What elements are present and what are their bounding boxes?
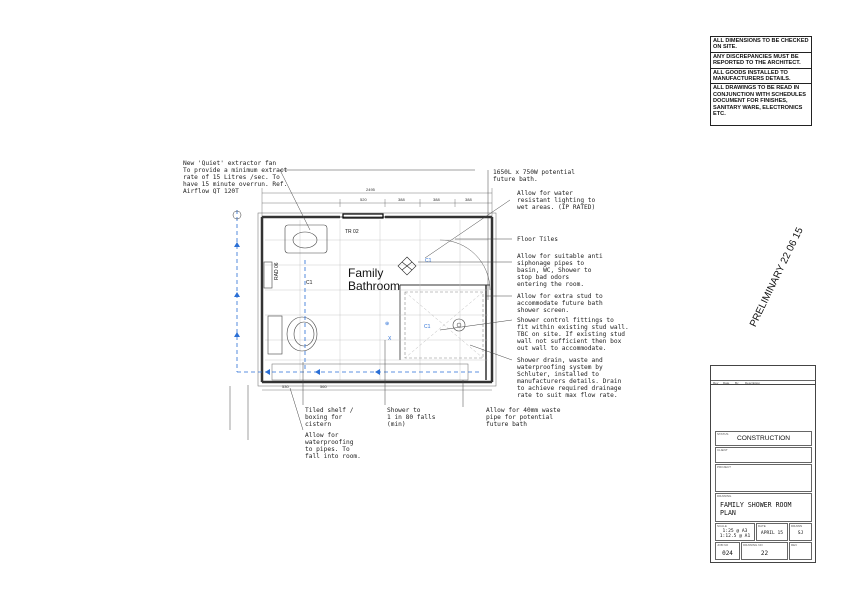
- svg-text:cistern: cistern: [305, 421, 332, 428]
- annotation-extra-stud: [517, 293, 603, 314]
- dimension-label: 388: [398, 197, 405, 202]
- svg-text:shower screen.: shower screen.: [517, 307, 570, 314]
- dimension-label: 388: [465, 197, 472, 202]
- svg-text:Airflow QT 120T: Airflow QT 120T: [183, 188, 239, 195]
- svg-text:wet areas. (IP RATED): wet areas. (IP RATED): [517, 204, 596, 211]
- annotation-water-lighting: [517, 190, 596, 211]
- room-name: Family: [348, 266, 384, 280]
- annotation-floor-tiles: [517, 236, 558, 243]
- tag-rad06: RAD 06: [274, 262, 280, 280]
- shower-drain: [453, 319, 465, 331]
- svg-text:Allow for suitable anti: Allow for suitable anti: [517, 253, 603, 260]
- general-note: ALL DIMENSIONS TO BE CHECKED ON SITE.: [711, 37, 811, 53]
- status-value: CONSTRUCTION: [736, 435, 791, 442]
- annotation-waterproofing: [305, 432, 361, 460]
- svg-text:fit within existing stud wall.: fit within existing stud wall.: [517, 324, 629, 331]
- svg-text:C1: C1: [425, 258, 432, 264]
- annotation-extractor: [183, 160, 288, 195]
- drawing-title: PLAN: [720, 509, 736, 517]
- svg-text:To provide a minimum extract: To provide a minimum extract: [183, 167, 288, 174]
- tag-tr02: TR 02: [345, 229, 359, 235]
- svg-text:future bath: future bath: [486, 421, 527, 428]
- general-note: ANY DISCREPANCIES MUST BE REPORTED TO THE ARCHITECT.: [711, 53, 811, 69]
- revision-header: Description: [745, 381, 761, 385]
- dimension-label: 388: [433, 197, 440, 202]
- dimension-label: 520: [360, 197, 367, 202]
- floor-tiles: [265, 220, 488, 380]
- svg-text:Shower control fittings to: Shower control fittings to: [517, 317, 614, 324]
- general-note: ALL DRAWINGS TO BE READ IN CONJUNCTION WITH SCHEDULES DOCUMENT FOR FINISHES, SANITARY WARE, ELECTRONICS ETC.: [713, 85, 806, 118]
- revision-header: Rev: [713, 381, 719, 385]
- wc: [268, 316, 317, 354]
- drawing-no-cell: DRAWING NO 22: [741, 542, 788, 560]
- svg-text:Allow for extra stud to: Allow for extra stud to: [517, 293, 603, 300]
- flow-arrows: [234, 242, 380, 375]
- svg-text:waterproofing: waterproofing: [305, 439, 354, 446]
- svg-text:manufacturers details. Drain: manufacturers details. Drain: [517, 378, 622, 385]
- revision-table: [710, 365, 816, 386]
- tag-c1: C1: [306, 280, 313, 286]
- svg-text:⊕: ⊕: [385, 321, 390, 327]
- svg-text:Allow for: Allow for: [305, 432, 339, 439]
- svg-text:Schluter, installed to: Schluter, installed to: [517, 371, 599, 378]
- svg-text:basin, WC, Shower to: basin, WC, Shower to: [517, 267, 592, 274]
- svg-text:C1: C1: [424, 324, 431, 330]
- svg-text:Shower to: Shower to: [387, 407, 421, 414]
- drawing-title: FAMILY SHOWER ROOM: [720, 501, 792, 509]
- job-cell: JOB NO 024: [715, 542, 740, 560]
- annotation-shower-drain: [517, 357, 622, 399]
- svg-text:to achieve required drainage: to achieve required drainage: [517, 385, 622, 392]
- svg-text:waterproofing system by: waterproofing system by: [517, 364, 603, 371]
- date-cell: DATE APRIL 15: [756, 523, 788, 541]
- svg-text:accommodate future bath: accommodate future bath: [517, 300, 603, 307]
- svg-text:to pipes. To: to pipes. To: [305, 446, 350, 453]
- status-field: STATUS CONSTRUCTION: [715, 431, 812, 446]
- annotation-tiled-shelf: [305, 407, 354, 428]
- annotation-bath-potential: [493, 169, 575, 183]
- svg-text:(min): (min): [387, 421, 406, 428]
- svg-text:pipe for potential: pipe for potential: [486, 414, 554, 421]
- svg-text:Shower drain, waste and: Shower drain, waste and: [517, 357, 603, 364]
- svg-text:TBC on site. If existing stud: TBC on site. If existing stud: [517, 331, 626, 338]
- dimension-label: 2495: [366, 187, 375, 192]
- drawn-cell: DRAWN SJ: [789, 523, 812, 541]
- dimension-label: 560: [320, 384, 327, 389]
- svg-text:stop bad odors: stop bad odors: [517, 274, 570, 281]
- svg-text:New 'Quiet' extractor fan: New 'Quiet' extractor fan: [183, 160, 277, 167]
- basin: [285, 225, 327, 253]
- svg-text:1 in 80 falls: 1 in 80 falls: [387, 414, 436, 421]
- svg-text:Floor Tiles: Floor Tiles: [517, 236, 558, 243]
- svg-text:1650L x 750W potential: 1650L x 750W potential: [493, 169, 575, 176]
- svg-text:siphonage pipes to: siphonage pipes to: [517, 260, 585, 267]
- annotation-waste-pipe: [486, 407, 561, 428]
- svg-text:Allow for water: Allow for water: [517, 190, 573, 197]
- revision-header: By: [735, 381, 739, 385]
- client-field: CLIENT: [715, 447, 812, 463]
- dimension-label: 530: [282, 384, 289, 389]
- scale-cell: SCALE 1:25 @ A3 1:12.5 @ A1: [715, 523, 755, 541]
- room-name: Bathroom: [348, 279, 401, 293]
- svg-text:X: X: [388, 336, 392, 342]
- svg-text:Allow for 40mm waste: Allow for 40mm waste: [486, 407, 561, 414]
- svg-text:rate to suit max flow rate.: rate to suit max flow rate.: [517, 392, 618, 399]
- drawing-title-field: DRAWING FAMILY SHOWER ROOM PLAN: [715, 493, 812, 522]
- extractor-symbol: [398, 257, 416, 275]
- leader-lines: [230, 170, 512, 440]
- preliminary-stamp: PRELIMINARY 22 06 15: [748, 225, 806, 329]
- svg-text:future bath.: future bath.: [493, 176, 538, 183]
- svg-text:boxing for: boxing for: [305, 414, 343, 421]
- title-block: [710, 384, 816, 563]
- annotation-anti-siphonage: [517, 253, 603, 288]
- svg-text:rate of 15 Litres /sec. To: rate of 15 Litres /sec. To: [183, 174, 280, 181]
- svg-text:have 15 minute overrun. Ref.: have 15 minute overrun. Ref.: [183, 181, 288, 188]
- revision-header: Date: [723, 381, 730, 385]
- svg-text:fall into room.: fall into room.: [305, 453, 361, 460]
- svg-text:wall not sufficient then box: wall not sufficient then box: [517, 338, 622, 345]
- radiator: [264, 262, 272, 288]
- svg-text:Tiled shelf /: Tiled shelf /: [305, 407, 354, 414]
- rev-cell: REV: [789, 542, 812, 560]
- svg-text:resistant lighting to: resistant lighting to: [517, 197, 596, 204]
- svg-text:out wall to accommodate.: out wall to accommodate.: [517, 345, 607, 352]
- annotation-shower-control: [517, 317, 629, 352]
- project-field: PROJECT: [715, 464, 812, 492]
- annotation-shower-falls: [387, 407, 436, 428]
- general-note: ALL GOODS INSTALLED TO MANUFACTURERS DETAILS.: [711, 69, 811, 85]
- svg-text:entering the room.: entering the room.: [517, 281, 585, 288]
- room-outline: [262, 217, 492, 382]
